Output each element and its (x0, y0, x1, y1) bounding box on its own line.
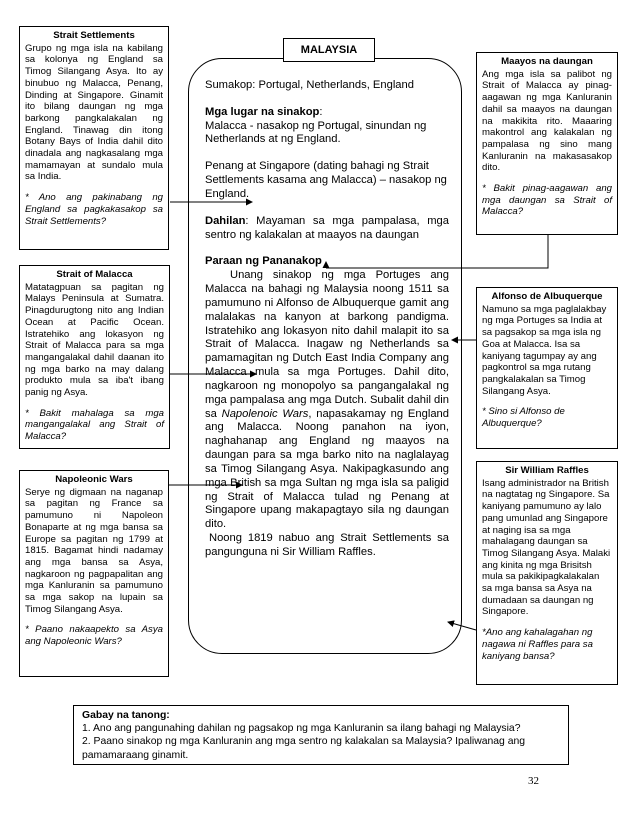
guide-question-2: 2. Paano sinakop ng mga Kanluranin ang mga sentro ng kalakalan sa Malaysia? Ipaliwanag ang pamamaraang ginamit. (82, 736, 526, 761)
napoleonic-wars-body: Serye ng digmaan na naganap sa pagitan ng France sa pamumuno ni Napoleon Bonaparte at ng mga bansa sa Europe sa pagitan ng 1799 at 1815. Bagamat hindi nadamay ang mga bansa sa Asya, nagkaroon ng pagpapalitan ang mga Kanluranin sa pamumuno sa mga sakop na lupain sa Timog Silangang Asya. (25, 486, 163, 615)
strait-settlements-question: * Ano ang pakinabang ng England sa pagkakasakop sa Strait Settlements? (25, 192, 163, 227)
albuquerque-title: Alfonso de Albuquerque (491, 291, 603, 302)
dahilan-label: Dahilan (205, 214, 246, 227)
dahilan-line (205, 215, 449, 243)
raffles-body: Isang administrador na British na nagtatag ng Singapore. Sa kaniyang pamumuno ay lalo pang umunlad ang Singapore at naging isa sa mga mahalagang daungan sa Timog Silangang Asya. Malaki ang kinita ng mga Brisitsh mula sa pakikipagkalakalan sa mga bansa sa Asya na dumadaan sa daungan ng Singapore. (482, 477, 611, 618)
sumakop-label: Sumakop (205, 79, 253, 91)
maayos-na-daungan-body: Ang mga isla sa palibot ng Strait of Malacca ay pinag-aagawan ng mga Kanluranin dahil sa maayos na daungan na makikita rito. Maaaring makontrol ang kalakalan ng pampalasa ng sino mang Kanluranin na makasasakop dito. (482, 68, 612, 174)
guide-question-1: 1. Ano ang pangunahing dahilan ng pagsakop ng mga Kanluranin sa ilang bahagi ng Malaysia? (82, 723, 521, 735)
lugar-label: Mga lugar na sinakop (205, 105, 320, 118)
strait-settlements-body: Grupo ng mga isla na kabilang sa kolonya ng England sa Timog Silangang Asya. Ito ay binubuo ng Malacca, Penang, Dinding at Singapore. Ginamit ito bilang daungan ng mga barkong pangkalakalan ng England. Tinawag din itong Botany Bays of India dahil dito dinadala ang nagkasalang mga mamamayan at sundalo mula sa India. (25, 42, 163, 183)
guide-questions-box (73, 705, 569, 765)
dahilan-value: : Mayaman sa mga pampalasa, mga sentro ng kalakalan at maayos na daungan (205, 214, 449, 241)
paraan-heading: Paraan ng Pananakop (205, 255, 322, 268)
main-content-box (188, 58, 462, 654)
strait-of-malacca-box (19, 265, 170, 449)
strait-settlements-box (19, 26, 169, 250)
page-title: MALAYSIA (283, 38, 375, 62)
raffles-question: *Ano ang kahalagahan ng nagawa ni Raffles para sa kaniyang bansa? (482, 627, 593, 662)
napoleonic-wars-question: * Paano nakaapekto sa Asya ang Napoleonic Wars? (25, 624, 163, 648)
strait-of-malacca-body: Matatagpuan sa pagitan ng Malays Peninsula at Sumatra. Pinagdurugtong nito ang Indian Ocean at Pacific Ocean. Istratehiko ang lokasyon ng Strait of Malacca para sa mga mangangalakal dahil daanan ito ng mga barko na may dalang produkto mula sa iba't ibang panig ng Asya. (25, 281, 164, 399)
guide-title: Gabay na tanong: (82, 710, 170, 721)
paraan-paragraph: Unang sinakop ng mga Portuges ang Malacca na bahagi ng Malaysia noong 1511 sa pamumuno ni Alfonso de Albuquerque gamit ang malalakas na kanyon at barkong pandigma. Istratehiko ang lokasyon nito dahil malapit ito sa Strait of Malacca. Inagaw ng Netherlands sa pamamagitan ng Dutch East India Company ang Malacca mula sa mga Portuges. Dahil dito, nagkaroon ng monopolyo sa pangangalakal ng mga pampalasa ang mga Dutch. Subalit dahil din sa Napolenoic Wars, napasakamay ng England ang Malacca. Noong panahon na iyon, naghahanap ang England ng maayos na daungan para sa mga barko nito na naglalayag sa Timog Silangang Asya. Nakipagkasundo ang mga British sa mga Sultan ng mga isla sa paligid ng Strait of Malacca tulad ng Penang at Singapore upang makapagtayo sila ng daungan dito. (205, 269, 449, 531)
page-number: 32 (528, 775, 539, 787)
albuquerque-box (476, 287, 618, 449)
strait-settlements-title: Strait Settlements (53, 30, 135, 41)
napoleonic-wars-italic: Napolenoic Wars (221, 407, 309, 420)
maayos-na-daungan-box (476, 52, 618, 235)
maayos-na-daungan-question: * Bakit pinag-aagawan ang mga daungan sa Strait of Malacca? (482, 183, 612, 218)
lugar-malacca: Malacca - nasakop ng Portugal, sinundan ng Netherlands at ng England. (205, 119, 427, 146)
napoleonic-wars-title: Napoleonic Wars (55, 474, 133, 485)
sumakop-line (205, 79, 449, 93)
albuquerque-question: * Sino si Alfonso de Albuquerque? (482, 406, 565, 430)
strait-of-malacca-title: Strait of Malacca (56, 269, 133, 280)
albuquerque-body: Namuno sa mga paglalakbay ng mga Portuges sa India at sa pagsakop sa mga isla ng Goa at Malacca. Isa sa kaniyang tagumpay ay ang pagkontrol sa mga rutang pangkalakalan sa Timog Silangang Asya. (482, 303, 607, 397)
napoleonic-wars-box (19, 470, 169, 677)
lugar-heading: Mga lugar na sinakop: (205, 105, 323, 118)
maayos-na-daungan-title: Maayos na daungan (501, 56, 593, 67)
raffles-title: Sir William Raffles (505, 465, 589, 476)
sumakop-value: : Portugal, Netherlands, England (252, 79, 414, 91)
raffles-box (476, 461, 618, 685)
strait-of-malacca-question: * Bakit mahalaga sa mga mangangalakal ang Strait of Malacca? (25, 407, 164, 443)
paraan-closing: Noong 1819 nabuo ang Strait Settlements sa pangunguna ni Sir William Raffles. (205, 532, 449, 558)
lugar-penang-singapore: Penang at Singapore (dating bahagi ng Strait Settlements kasama ang Malacca) – nasakop ng England. (205, 160, 447, 200)
